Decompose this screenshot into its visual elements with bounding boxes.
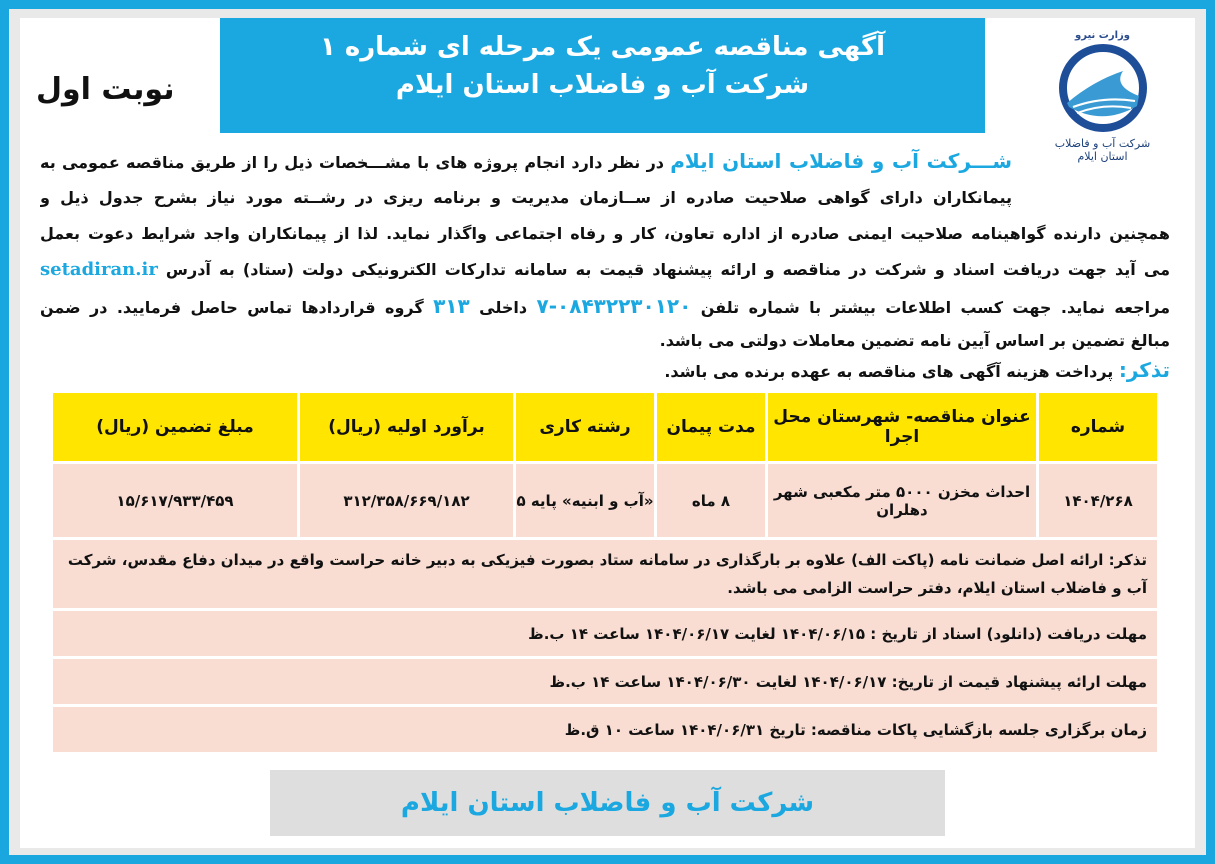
header-title: عنوان مناقصه- شهرستان محل اجرا — [768, 393, 1036, 461]
header-number: شماره — [1039, 393, 1157, 461]
body-text: مراجعه نماید. جهت کسب اطلاعات بیشتر با شماره تلفن — [691, 298, 1170, 317]
cell-guarantee: ۱۵/۶۱۷/۹۳۳/۴۵۹ — [53, 464, 297, 537]
note-opening-session: زمان برگزاری جلسه بازگشایی پاکات مناقصه: تاریخ ۱۴۰۴/۰۶/۳۱ ساعت ۱۰ ق.ظ — [53, 707, 1157, 752]
body-text: می آید جهت دریافت اسناد و شرکت در مناقصه و ارائه پیشنهاد قیمت به سامانه تدارکات الکترونیکی دولت (ستاد) به آدرس — [157, 260, 1170, 279]
title-banner — [220, 18, 985, 133]
body-text: داخلی — [469, 298, 537, 317]
body-note — [40, 355, 1170, 385]
header-duration: مدت پیمان — [657, 393, 765, 461]
cell-number: ۱۴۰۴/۲۶۸ — [1039, 464, 1157, 537]
body-text: در نظر دارد انجام پروژه های با مشـــخصات ذیل را از طریق مناقصه عمومی به — [40, 153, 671, 172]
website-link[interactable]: setadiran.ir — [40, 259, 158, 280]
footer-company: شرکت آب و فاضلاب استان ایلام — [270, 770, 945, 836]
title-line2: شرکت آب و فاضلاب استان ایلام — [395, 70, 810, 100]
note-text: پرداخت هزینه آگهی های مناقصه به عهده برنده می باشد. — [664, 362, 1119, 381]
body-line-3: همچنین دارنده گواهینامه صلاحیت ایمنی صادره از اداره تعاون، کار و رفاه اجتماعی واگذار نماید. لذا از پیمانکاران واجد شرایط دعوت بعمل — [40, 224, 1170, 243]
body-line-1 — [40, 146, 1012, 176]
cell-estimate: ۳۱۲/۳۵۸/۶۶۹/۱۸۲ — [300, 464, 513, 537]
note-bid-deadline: مهلت ارائه پیشنهاد قیمت از تاریخ: ۱۴۰۴/۰۶/۱۷ لغایت ۱۴۰۴/۰۶/۳۰ ساعت ۱۴ ب.ظ — [53, 659, 1157, 704]
cell-duration: ۸ ماه — [657, 464, 765, 537]
body-line-6: مبالغ تضمین بر اساس آیین نامه تضمین معاملات دولتی می باشد. — [659, 331, 1170, 350]
table-header-row — [53, 393, 1157, 461]
header-field: رشته کاری — [516, 393, 654, 461]
logo-ministry: وزارت نیرو — [1075, 30, 1130, 41]
body-line-4 — [40, 255, 1170, 285]
note-guarantee: تذکر: ارائه اصل ضمانت نامه (پاکت الف) علاوه بر بارگذاری در سامانه ستاد بصورت فیزیکی به دبیر خانه حراست واقع در میدان دفاع مقدس، شرکت آب و فاضلاب استان ایلام، دفتر حراست الزامی می باشد. — [53, 540, 1157, 608]
body-line-2: پیمانکاران دارای گواهی صلاحیت صادره از ســازمان مدیریت و برنامه ریزی در رشــته مورد نیاز بشرح جدول ذیل و — [40, 188, 1012, 207]
note-download-deadline: مهلت دریافت (دانلود) اسناد از تاریخ : ۱۴۰۴/۰۶/۱۵ لغایت ۱۴۰۴/۰۶/۱۷ ساعت ۱۴ ب.ظ — [53, 611, 1157, 656]
round-label: نوبت اول — [36, 72, 175, 107]
phone-number: ۰۸۴۳۲۲۳۰۱۲۰-۷ — [536, 294, 692, 318]
header-guarantee: مبلغ تضمین (ریال) — [53, 393, 297, 461]
body-line-5 — [40, 291, 1170, 321]
tender-table — [50, 390, 1160, 755]
table-row — [53, 464, 1157, 537]
body-text: گروه قراردادها تماس حاصل فرمایید. در ضمن — [40, 298, 434, 317]
logo-company-line2: استان ایلام — [1077, 150, 1128, 163]
cell-title: احداث مخزن ۵۰۰۰ متر مکعبی شهر دهلران — [768, 464, 1036, 537]
cell-field: «آب و ابنیه» پایه ۵ — [516, 464, 654, 537]
note-label: تذکر: — [1118, 358, 1170, 382]
header-estimate: برآورد اولیه (ریال) — [300, 393, 513, 461]
water-logo-icon — [1053, 41, 1153, 133]
logo-company-line1: شرکت آب و فاضلاب — [1054, 137, 1151, 150]
logo — [1030, 30, 1175, 163]
company-name: شـــرکت آب و فاضلاب استان ایلام — [670, 149, 1012, 173]
extension-number: ۳۱۳ — [433, 294, 470, 318]
title-line1: آگهی مناقصه عمومی یک مرحله ای شماره ۱ — [319, 32, 886, 62]
